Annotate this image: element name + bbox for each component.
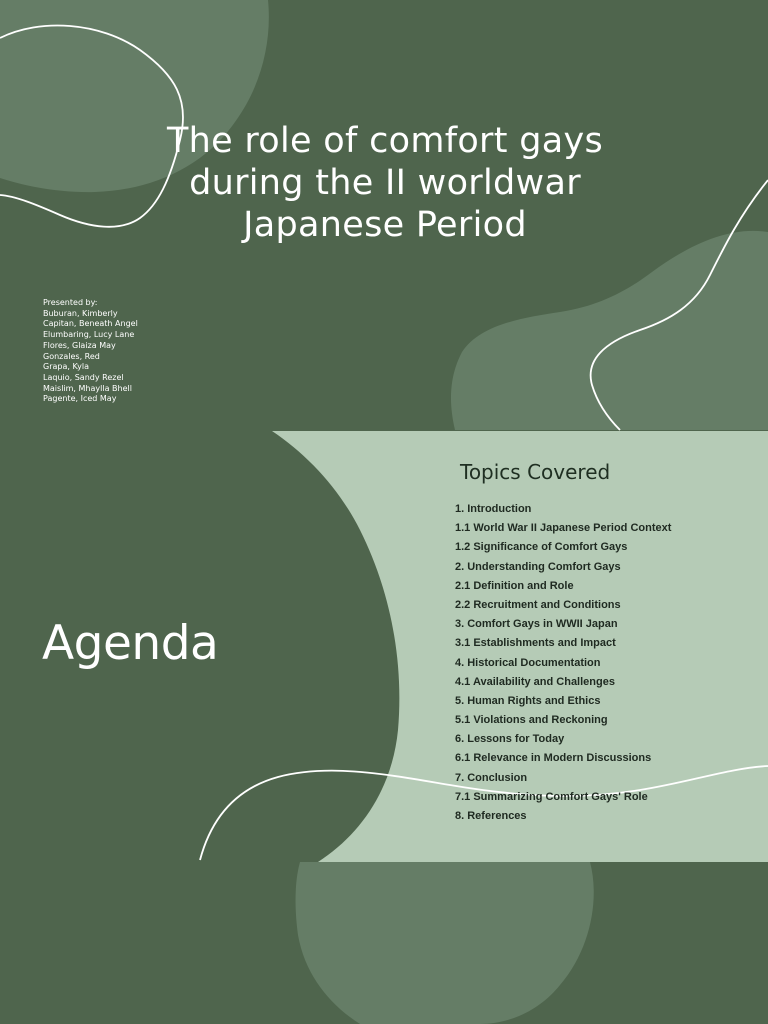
topic-item: 7. Conclusion: [455, 771, 528, 784]
topic-item: 4. Historical Documentation: [455, 656, 601, 669]
presenter-name: Laquio, Sandy Rezel: [43, 372, 124, 382]
presenter-name: Pagente, Iced May: [43, 394, 117, 404]
presented-by-label: Presented by:: [43, 298, 98, 307]
presenter-name: Maislim, Mhaylla Bhell: [43, 383, 132, 393]
topic-item: 2. Understanding Comfort Gays: [455, 560, 621, 573]
agenda-heading: Agenda: [42, 616, 219, 671]
topics-heading: Topics Covered: [460, 460, 611, 484]
topic-item: 1. Introduction: [455, 503, 532, 515]
presenter-name: Buburan, Kimberly: [43, 308, 118, 318]
presenter-name: Flores, Glaiza May: [43, 340, 116, 350]
topic-item: 1.2 Significance of Comfort Gays: [455, 541, 628, 554]
topic-item: 2.1 Definition and Role: [455, 579, 574, 592]
topic-item: 1.1 World War II Japanese Period Context: [455, 522, 672, 535]
slide-title: The role of comfort gays during the II worldwar Japanese Period: [166, 121, 604, 245]
topic-item: 8. References: [455, 810, 527, 822]
topic-item: 6. Lessons for Today: [455, 733, 565, 746]
presenters-block: [43, 298, 243, 405]
presenter-name: Capitan, Beneath Angel: [43, 319, 138, 329]
topic-item: 4.1 Availability and Challenges: [455, 675, 615, 688]
topic-item: 5. Human Rights and Ethics: [455, 694, 601, 707]
presenter-name: Grapa, Kyla: [43, 362, 89, 372]
topic-item: 6.1 Relevance in Modern Discussions: [455, 752, 652, 765]
topic-item: 7.1 Summarizing Comfort Gays' Role: [455, 790, 648, 803]
presenter-name: Elumbaring, Lucy Lane: [43, 330, 135, 340]
topic-item: 3.1 Establishments and Impact: [455, 637, 616, 650]
right-blob: [451, 231, 768, 430]
topic-item: 5.1 Violations and Reckoning: [455, 714, 608, 727]
presenter-name: Gonzales, Red: [43, 351, 100, 361]
bottom-blob: [296, 862, 594, 1024]
topic-item: 3. Comfort Gays in WWII Japan: [455, 618, 618, 631]
topics-list: [455, 500, 671, 826]
topic-item: 2.2 Recruitment and Conditions: [455, 598, 621, 611]
